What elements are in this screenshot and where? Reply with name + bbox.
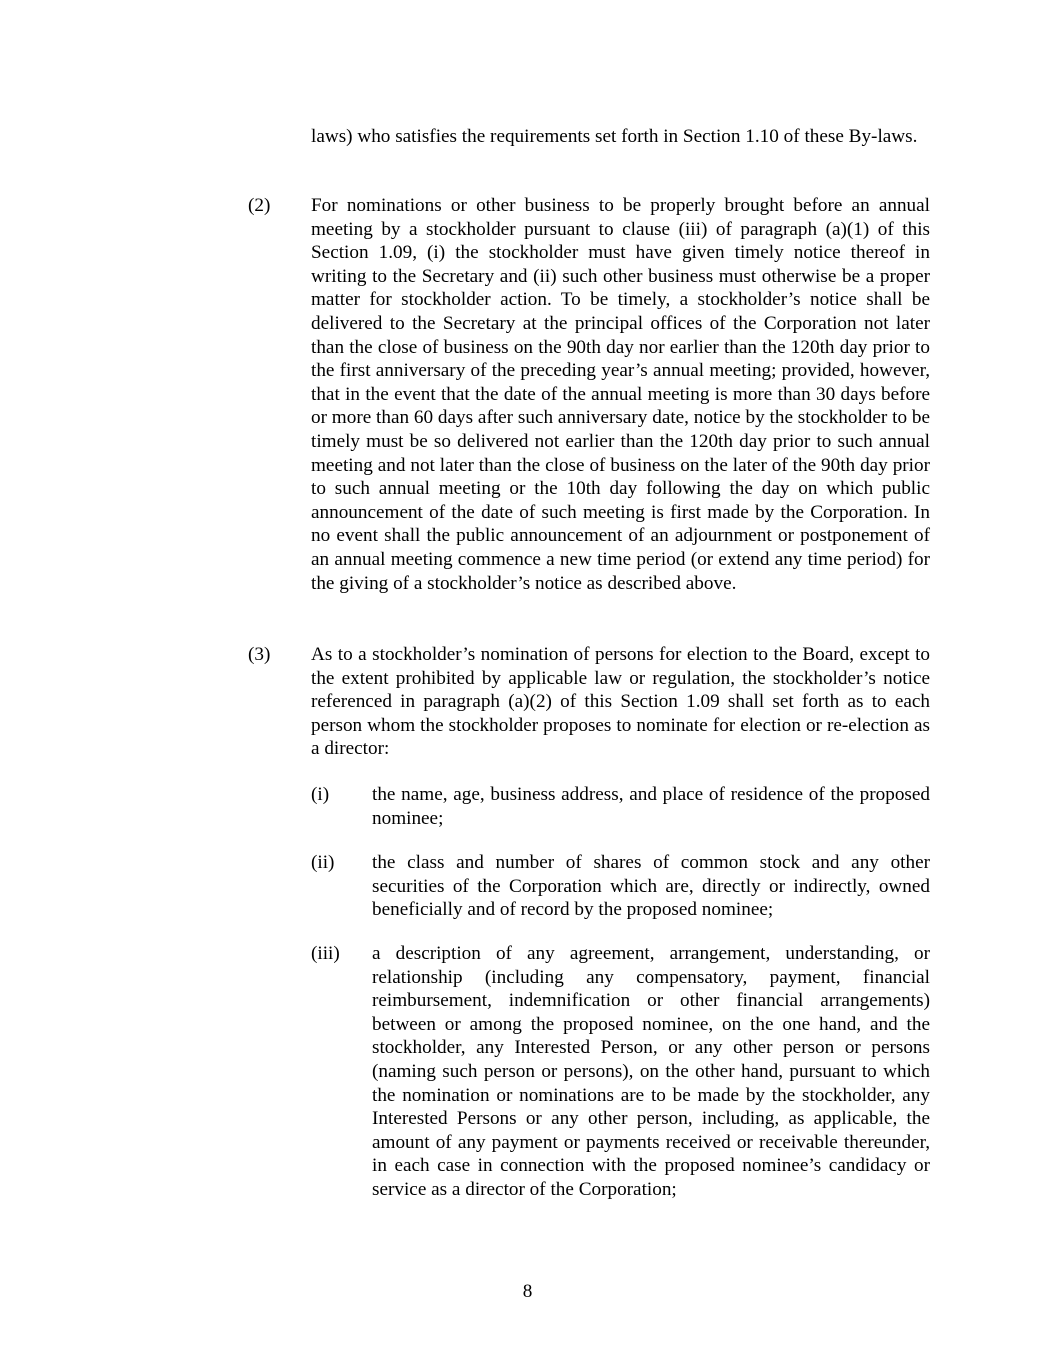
subitem-paragraph-i: the name, age, business address, and place of residence of the proposed nominee; (372, 784, 930, 829)
subitem-number-i: (i) (311, 784, 330, 805)
item-paragraph-2: For nominations or other business to be properly brought before an annual meeting by a stockholder pursuant to clause (iii) of paragraph (a)(1) of this Section 1.09, (i) the stockholder must have given timely notice thereof in writing to the Secretary and (ii) such other business must otherwise be a proper matter for stockholder action. To be timely, a stockholder’s notice shall be delivered to the Secretary at the principal offices of the Corporation not later than the close of business on the 90th day nor earlier than the 120th day prior to the first anniversary of the preceding year’s annual meeting; provided, however, that in the event that the date of the annual meeting is more than 30 days before or more than 60 days after such anniversary date, notice by the stockholder to be timely must be so delivered not earlier than the 120th day prior to such annual meeting and not later than the close of business on the later of the 90th day prior to such annual meeting or the 10th day following the day on which public announcement of the date of such meeting is first made by the Corporation. In no event shall the public announcement of an adjournment or postponement of an annual meeting commence a new time period (or extend any time period) for the giving of a stockholder’s notice as described above. (311, 195, 930, 594)
continuation-paragraph: laws) who satisfies the requirements set forth in Section 1.10 of these By-laws. (311, 126, 918, 147)
subitem-paragraph-ii: the class and number of shares of common stock and any other securities of the Corporation which are, directly or indirectly, owned beneficially and of record by the proposed nominee; (372, 852, 930, 921)
subitem-number-ii: (ii) (311, 852, 335, 873)
subitem-paragraph-iii: a description of any agreement, arrangement, understanding, or relationship (including any compensatory, payment, financial reimbursement, indemnification or other financial arrangements) between or among the proposed nominee, on the one hand, and the stockholder, any Interested Person, or any other person or persons (naming such person or persons), on the other hand, pursuant to which the nomination or nominations are to be made by the stockholder, any Interested Persons or any other person, including, as applicable, the amount of any payment or payments received or receivable thereunder, in each case in connection with the proposed nominee’s candidacy or service as a director of the Corporation; (372, 943, 930, 1200)
item-paragraph-3: As to a stockholder’s nomination of persons for election to the Board, except to the extent prohibited by applicable law or regulation, the stockholder’s notice referenced in paragraph (a)(2) of this Section 1.09 shall set forth as to each person whom the stockholder proposes to nominate for election or re-election as a director: (311, 644, 930, 760)
item-number-2: (2) (248, 195, 271, 216)
page-number: 8 (522, 1281, 533, 1302)
item-number-3: (3) (248, 644, 271, 665)
subitem-number-iii: (iii) (311, 943, 340, 964)
